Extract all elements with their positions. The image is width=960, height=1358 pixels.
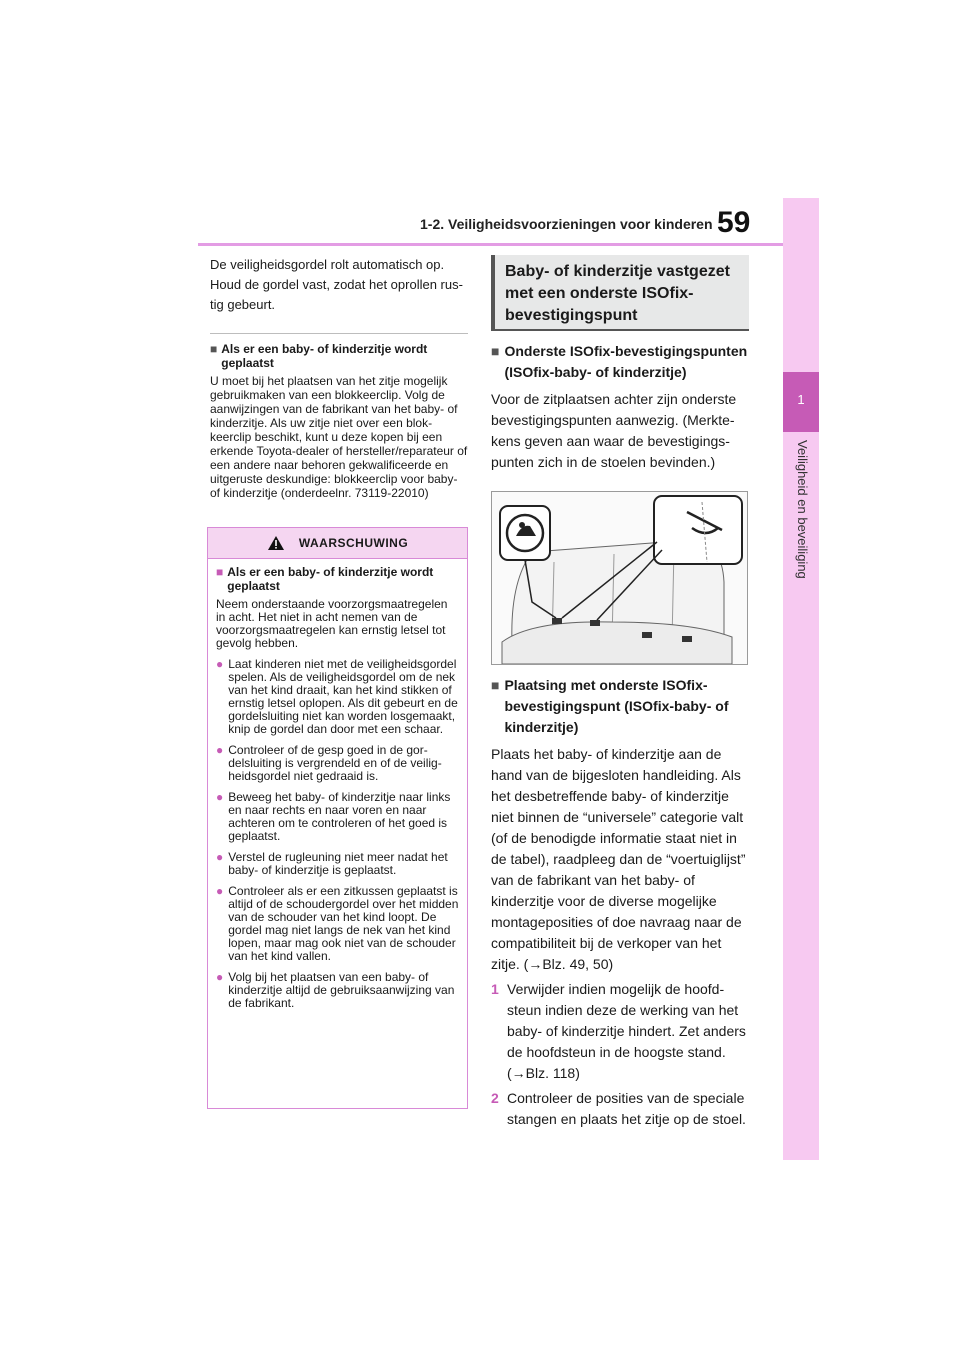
warning-bullet-text: Volg bij het plaatsen van een baby- of kinderzitje altijd de gebruiksaanwijzing van de fabrikant. (228, 970, 455, 1010)
warning-heading (216, 565, 459, 593)
step-text: Controleer de posities van de speciale stangen en plaats het zitje op de stoel. (507, 1090, 746, 1127)
warning-bullet-text: Controleer of de gesp goed in de gordelsluiting is vergrendeld en of de veiligheidsgordel niet gedraaid is. (228, 743, 442, 783)
subsection-paragraph: Plaats het baby- of kinderzitje aan de hand van de bijgesloten handleiding. Als het desbetreffende baby- of kinderzitje niet binnen de “universele” categorie valt (of de benodigde informatie staat niet in de tabel), raadpleeg dan de “voertuiglijst” van de fabrikant van het baby- of kinderzitje voor de diverse mogelijke montageposities of doe navraag naar de compatibiliteit bij de verkoper van het zitje. (→Blz. 49, 50) (491, 746, 746, 972)
section-header-title: 1-2. Veiligheidsvoorzieningen voor kinderen (420, 216, 713, 232)
step-item (491, 979, 749, 1084)
step-item (491, 1088, 749, 1130)
square-bullet-icon: ■ (216, 565, 224, 579)
square-bullet-icon: ■ (210, 342, 218, 356)
subsection-heading-text: Als er een baby- of kinderzitje wordt geplaatst (221, 342, 428, 370)
warning-bullet (216, 971, 459, 1010)
warning-bullet (216, 851, 459, 877)
bullet-dot-icon: ● (216, 657, 224, 671)
warning-bullet (216, 791, 459, 843)
subsection-paragraph: U moet bij het plaatsen van het zitje mogelijk gebruikmaken van een blokkeerclip. Volg de aanwijzingen van de fabrikant van het baby- of kinderzitje. Als uw zitje niet over een blokkeerclip beschikt, kunt u deze kopen bij een erkende Toyota-dealer of hersteller/reparateur of een andere naar behoren gekwalificeerde en uitgeruste deskundige: blokkeerclip voor baby- of kinderzitje (onderdeelnr. 73119-22010) (210, 374, 468, 500)
warning-bullet-text: Beweeg het baby- of kinderzitje naar links en naar rechts en naar voren en naar achteren om te controleren of het goed is geplaatst. (228, 790, 451, 843)
warning-triangle-icon (267, 535, 285, 551)
step-number: 2 (491, 1090, 499, 1106)
warning-title: WAARSCHUWING (298, 536, 409, 550)
warning-bullet (216, 744, 459, 783)
isofix-illustration (491, 491, 748, 665)
warning-paragraph: Neem onderstaande voorzorgsmaatregelen in acht. Het niet in acht nemen van de voorzorgsmaatregelen kan ernstig letsel tot gevolg hebben. (216, 597, 448, 650)
warning-bullet (216, 885, 459, 963)
step-number: 1 (491, 981, 499, 997)
bullet-dot-icon: ● (216, 743, 224, 757)
section-divider (210, 333, 468, 334)
warning-header (208, 528, 467, 559)
warning-heading-text: Als er een baby- of kinderzitje wordt geplaatst (227, 565, 434, 593)
subsection-heading-text: Onderste ISOfix-bevestigingspunten (ISOfix-baby- of kinderzitje) (504, 343, 748, 380)
chapter-number: 1 (797, 392, 805, 407)
isofix-seat-drawing (492, 492, 747, 664)
right-column (491, 255, 749, 1130)
warning-body (208, 559, 467, 1010)
bullet-dot-icon: ● (216, 970, 224, 984)
section-title: Baby- of kinderzitje vastgezet met een onderste ISOfix-bevestigingspunt (505, 263, 730, 324)
square-bullet-icon: ■ (491, 677, 500, 693)
bullet-dot-icon: ● (216, 850, 224, 864)
subsection-paragraph: Voor de zitplaatsen achter zijn onderste bevestigingspunten aanwezig. (Merktekens geven aan waar de bevestigingspunten zich in de stoelen bevinden.) (491, 391, 737, 470)
section-title-box (491, 255, 749, 331)
warning-bullet (216, 658, 459, 736)
header-divider (198, 243, 783, 246)
bullet-dot-icon: ● (216, 884, 224, 898)
square-bullet-icon: ■ (491, 343, 500, 359)
subsection-heading-text: Plaatsing met onderste ISOfix-bevestigingspunt (ISOfix-baby- of kinderzitje) (504, 677, 729, 735)
intro-paragraph: De veiligheidsgordel rolt automatisch op. Houd de gordel vast, zodat het oprollen rustig gebeurt. (210, 257, 463, 312)
chapter-label: Veiligheid en beveiliging (795, 440, 810, 579)
step-text: Verwijder indien mogelijk de hoofdsteun indien deze de werking van het baby- of kinderzitje hindert. Zet anders de hoofdsteun in de hoogste stand. (→Blz. 118) (507, 981, 746, 1081)
warning-box (207, 527, 468, 1109)
subsection-heading (491, 341, 749, 383)
warning-bullet-text: Controleer als er een zitkussen geplaatst is altijd of de schoudergordel over het midden van de schouder van het kind loopt. De gordel mag niet langs de nek van het kind lopen, maar mag ook niet van de schouder van het kind vallen. (228, 884, 459, 963)
warning-bullet-text: Verstel de rugleuning niet meer nadat het baby- of kinderzitje is geplaatst. (228, 850, 448, 877)
subsection-heading (491, 675, 749, 738)
subsection-heading (210, 342, 468, 370)
bullet-dot-icon: ● (216, 790, 224, 804)
warning-bullet-text: Laat kinderen niet met de veiligheidsgordel spelen. Als de veiligheidsgordel om de nek van het kind draait, kan het kind stikken of ernstig letsel oplopen. Als dit gebeurt en de gordelsluiting niet kan worden losgemaakt, knip de gordel dan door met een schaar. (228, 657, 458, 736)
page-number: 59 (717, 206, 751, 239)
left-column (210, 255, 468, 500)
